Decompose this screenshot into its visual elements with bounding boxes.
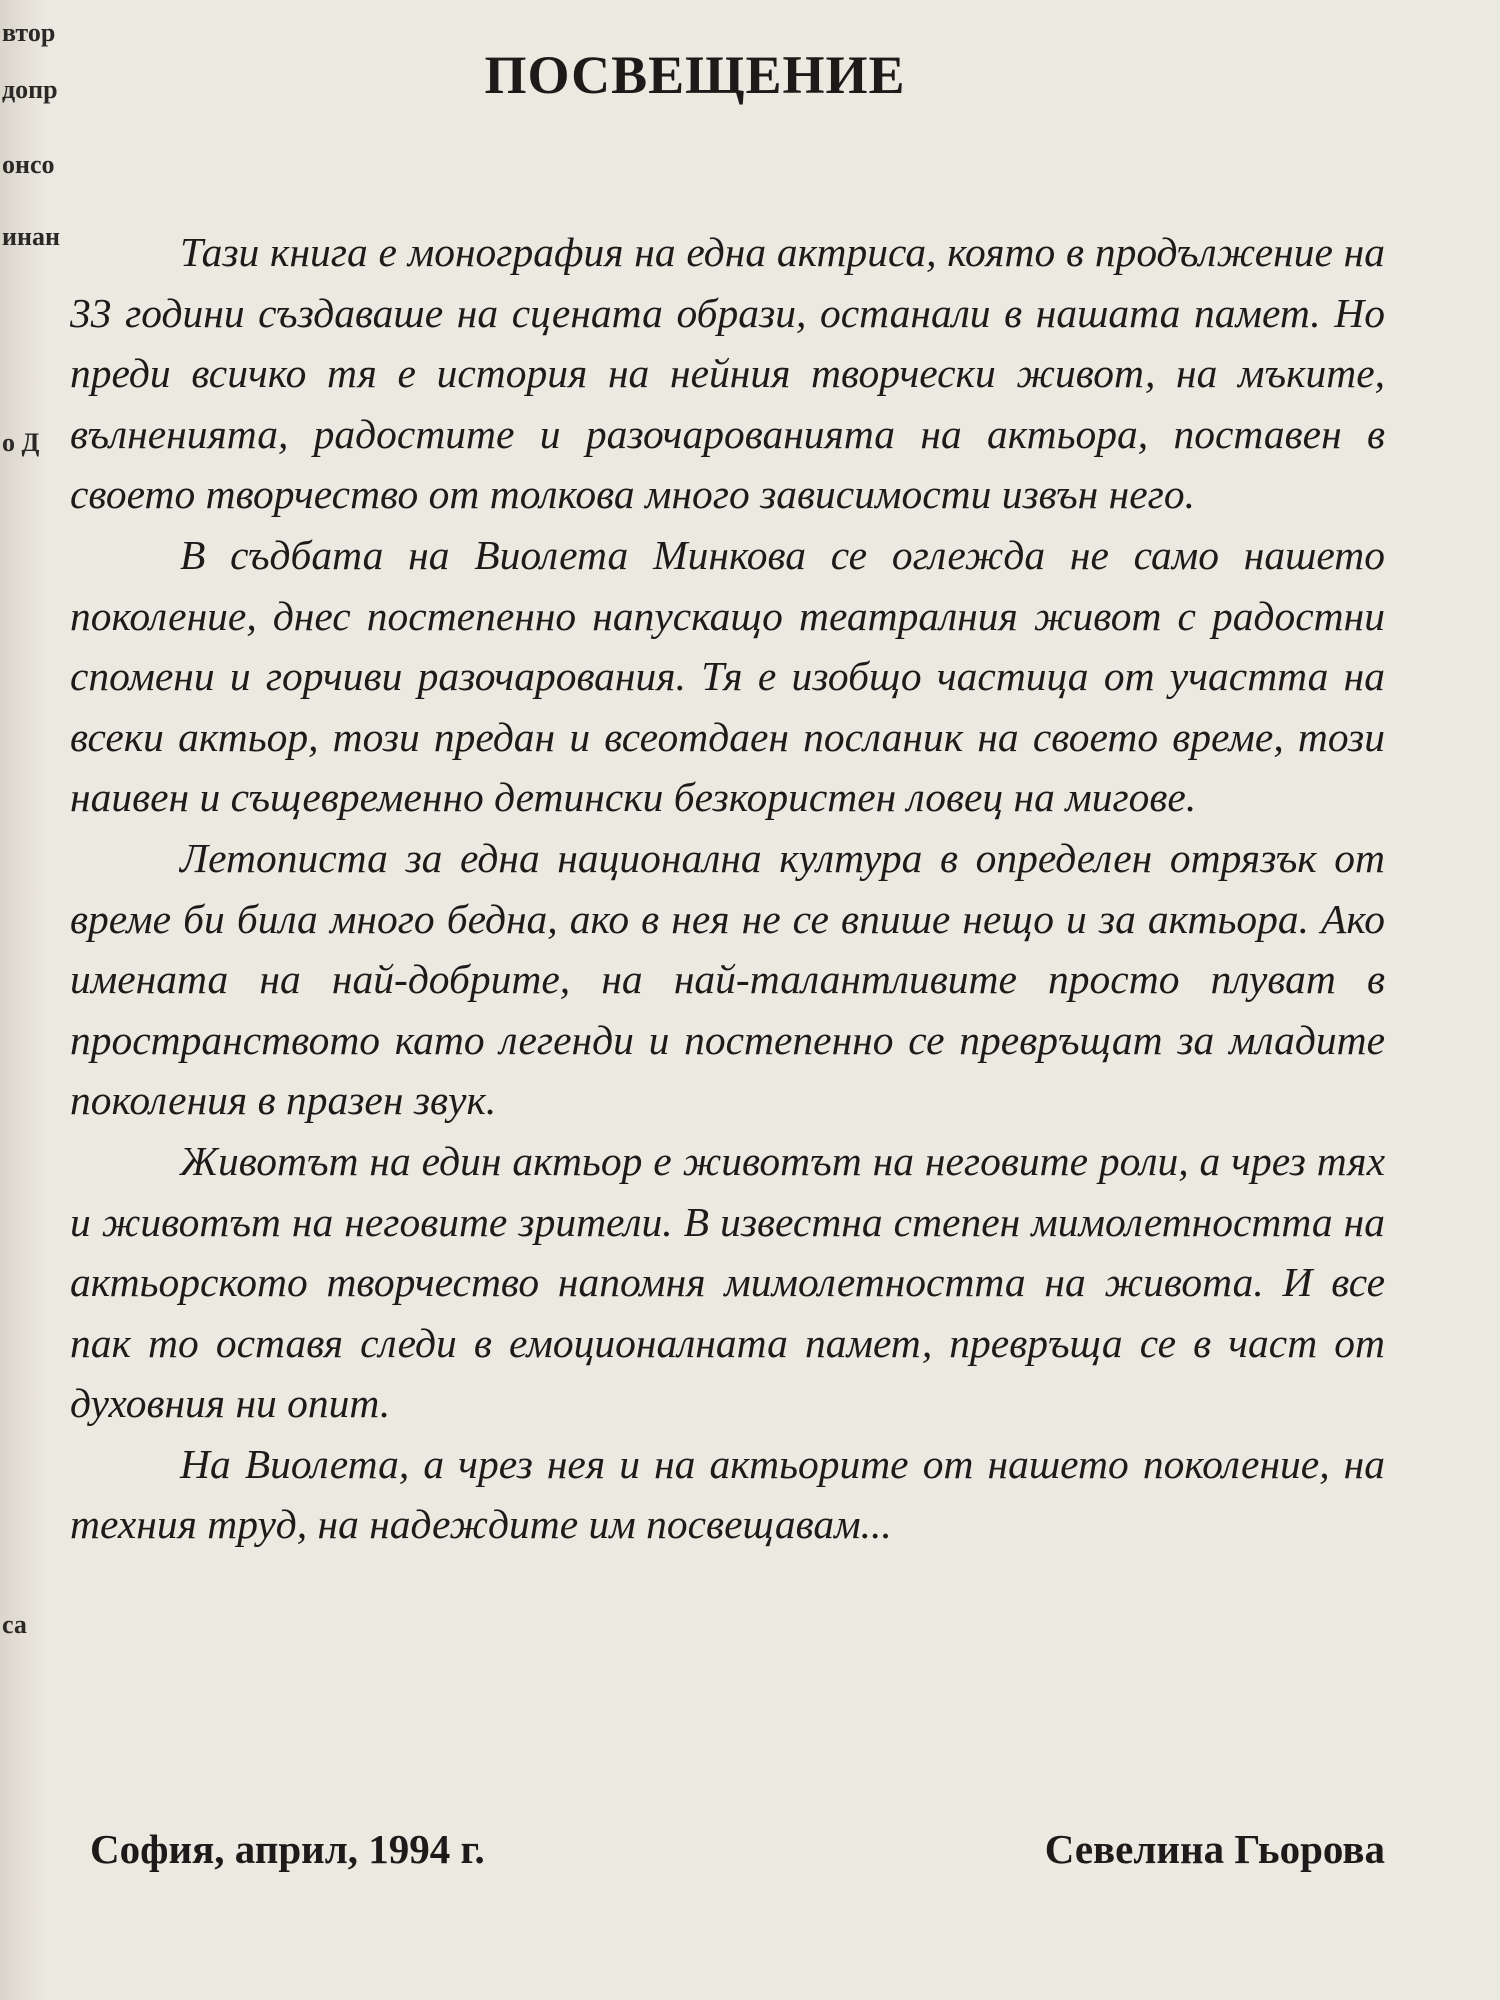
page-title: ПОСВЕЩЕНИЕ [484,45,906,105]
gutter-fragment: инан [2,222,60,251]
paragraph: Летописта за една национална култура в определен отрязък от време би била много бедна, ако в нея не се впише нещо и за актьора. Ако имената на най-добрите, на най-талантливите просто плуват в пространството като легенди и постепенно се превръщат за младите поколения в празен звук. [70,834,1385,1124]
previous-page-gutter [0,0,60,2000]
book-page [70,0,1385,2000]
gutter-fragment: онсо [2,150,55,179]
place-date: София, април, 1994 г. [90,1826,485,1872]
signature-line [90,1825,1385,1873]
paragraph: На Виолета, а чрез нея и на актьорите от нашето поколение, на техния труд, на надеждите им посвещавам... [70,1440,1385,1548]
paragraph: Тази книга е монография на една актриса, която в продължение на 33 години създаваше на сцената образи, останали в нашата памет. Но преди всичко тя е история на нейния творчески живот, на мъките, вълненията, радостите и разочарованията на актьора, поставен в своето творчество от толкова много зависимости извън него. [70,229,1385,518]
paragraph: Животът на един актьор е животът на неговите роли, а чрез тях и животът на неговите зрители. В известна степен мимолетността на актьорското творчество напомня мимолетността на живота. И все пак то оставя следи в емоционалната памет, превръща се в част от духовния ни опит. [70,1137,1385,1427]
paragraph: В съдбата на Виолета Минкова се оглежда не само нашето поколение, днес постепенно напускащо театралния живот с радостни спомени и горчиви разочарования. Тя е изобщо частица от участта на всеки актьор, този предан и всеотдаен посланик на своето време, този наивен и същевременно детински безкористен ловец на мигове. [70,531,1385,821]
author-name: Севелина Гьорова [1044,1826,1385,1872]
dedication-text [70,222,1385,1555]
gutter-fragment: допр [2,75,58,104]
gutter-fragment: втор [2,18,56,47]
gutter-fragment: о Д [2,428,40,457]
gutter-fragment: са [2,1610,27,1639]
